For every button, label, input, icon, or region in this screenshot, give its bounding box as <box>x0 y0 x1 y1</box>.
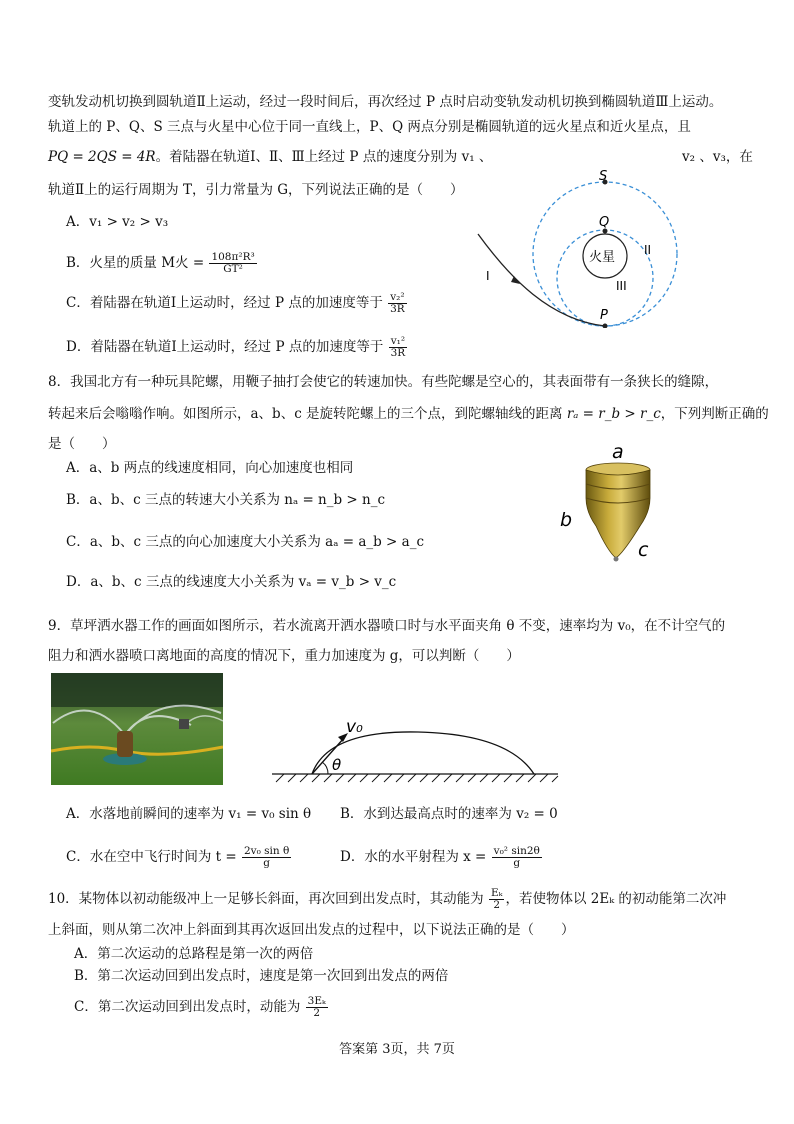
q7-line-2: 轨道上的 P、Q、S 三点与火星中心位于同一直线上，P、Q 两点分别是椭圆轨道的远火星点和近火星点，且 <box>48 119 691 135</box>
frac-den: g <box>263 857 270 869</box>
photo-trees <box>51 673 223 707</box>
sprinkler-photo <box>51 673 223 785</box>
frac-den: 3R <box>390 347 406 359</box>
q9-option-d-fraction <box>492 846 542 869</box>
q9-option-d-text: D．水的水平射程为 x = <box>340 849 487 865</box>
frac-num: v₀² sin2θ <box>493 845 540 857</box>
q7-line-4: 轨道Ⅱ上的运行周期为 T，引力常量为 G，下列说法正确的是（ ） <box>48 182 464 198</box>
q10-line-1-end: ，若使物体以 2Eₖ 的初动能第二次冲 <box>505 891 727 907</box>
label-b: b <box>560 509 573 531</box>
frac-den: 2 <box>313 1007 321 1019</box>
q10-line-1-text: 10．某物体以初动能级冲上一足够长斜面，再次回到出发点时，其动能为 <box>48 891 484 907</box>
q8-line-3: 是（ ） <box>48 436 116 452</box>
q7-line-3-end: v₂ 、v₃，在 <box>682 149 753 165</box>
label-a: a <box>612 441 624 463</box>
orbit-i-arrow <box>511 276 520 284</box>
q9-option-c-fraction <box>242 846 291 869</box>
frac-den: 2 <box>493 899 501 911</box>
sprinkler-head-2 <box>179 719 189 729</box>
q7-option-c-fraction <box>388 292 407 315</box>
q8-line-2-text: 转起来后会嗡嗡作响。如图所示，a、b、c 是旋转陀螺上的三个点，到陀螺轴线的距离 <box>48 406 563 422</box>
frac-den: g <box>513 857 521 869</box>
q7-option-a: A．v₁ > v₂ > v₃ <box>66 214 169 230</box>
q7-option-b-fraction <box>209 252 256 275</box>
sprinkler-body <box>117 731 133 757</box>
frac-den: GT² <box>223 263 243 275</box>
q10-line-1-fraction <box>489 888 505 911</box>
q8-option-a: A．a、b 两点的线速度相同，向心加速度也相同 <box>66 460 354 476</box>
spinning-top-figure <box>556 440 666 565</box>
projectile-diagram <box>268 712 563 788</box>
q7-option-b-text: B．火星的质量 M火 = <box>66 255 205 271</box>
q8-line-1: 8．我国北方有一种玩具陀螺，用鞭子抽打会使它的转速加快。有些陀螺是空心的，其表面带有一条狭长的缝隙， <box>48 374 719 390</box>
label-orbit-ii: II <box>644 243 652 257</box>
q9-option-b: B．水到达最高点时的速率为 v₂ = 0 <box>340 806 558 822</box>
orbit-i-path <box>478 234 605 326</box>
q7-option-d <box>66 336 408 359</box>
q10-option-c-fraction <box>306 996 328 1019</box>
q8-line-2-end: ，下列判断正确的 <box>660 406 769 422</box>
label-orbit-i: I <box>486 269 490 283</box>
label-theta: θ <box>332 756 342 774</box>
q8-line-2 <box>48 404 769 424</box>
q10-option-b: B．第二次运动回到出发点时，速度是第一次回到出发点的两倍 <box>74 968 449 984</box>
q10-option-c-text: C．第二次运动回到出发点时，动能为 <box>74 999 301 1015</box>
q7-line-3-text: 。着陆器在轨道Ⅰ、Ⅱ、Ⅲ上经过 P 点的速度分别为 v₁ 、 <box>155 149 493 165</box>
q9-option-c-text: C．水在空中飞行时间为 t = <box>66 849 237 865</box>
q7-line-1: 变轨发动机切换到圆轨道Ⅱ上运动，经过一段时间后，再次经过 P 点时启动变轨发动机切换到椭圆轨道Ⅲ上运动。 <box>48 94 723 110</box>
frac-num: Eₖ <box>490 887 503 899</box>
q7-line-3 <box>48 147 492 167</box>
angle-arc <box>322 762 328 774</box>
q7-option-d-fraction <box>389 336 408 359</box>
q7-option-c <box>66 292 408 315</box>
q10-option-a: A．第二次运动的总路程是第一次的两倍 <box>74 946 314 962</box>
frac-num: 3Eₖ <box>307 995 326 1007</box>
label-v0: v₀ <box>346 717 363 737</box>
q9-option-d <box>340 846 543 869</box>
frac-num: v₂² <box>390 291 405 303</box>
trajectory-arc <box>312 732 534 774</box>
frac-num: 2v₀ sin θ <box>243 845 290 857</box>
top-tip <box>614 557 619 562</box>
q7-formula-pq: PQ = 2QS = 4R <box>48 149 156 165</box>
label-q: Q <box>599 215 610 230</box>
frac-num: 108π²R³ <box>211 251 255 263</box>
q9-option-a: A．水落地前瞬间的速率为 v₁ = v₀ sin θ <box>66 806 312 822</box>
q8-option-b: B．a、b、c 三点的转速大小关系为 nₐ = n_b > n_c <box>66 492 386 508</box>
label-c: c <box>638 539 649 561</box>
q7-option-d-text: D．着陆器在轨道Ⅰ上运动时，经过 P 点的加速度等于 <box>66 339 384 355</box>
q8-option-d: D．a、b、c 三点的线速度大小关系为 vₐ = v_b > v_c <box>66 574 397 590</box>
label-mars: 火星 <box>589 250 616 265</box>
q7-option-c-text: C．着陆器在轨道Ⅰ上运动时，经过 P 点的加速度等于 <box>66 295 383 311</box>
q9-option-c <box>66 846 292 869</box>
q9-line-2: 阻力和洒水器喷口离地面的高度的情况下，重力加速度为 g，可以判断（ ） <box>48 648 520 664</box>
q9-line-1: 9．草坪洒水器工作的画面如图所示，若水流离开洒水器喷口时与水平面夹角 θ 不变，速率均为 v₀，在不计空气的 <box>48 618 726 634</box>
q10-line-2: 上斜面，则从第二次冲上斜面到其再次返回出发点的过程中，以下说法正确的是（ ） <box>48 922 575 938</box>
q8-formula-r: rₐ = r_b > r_c <box>566 406 661 422</box>
q8-option-c: C．a、b、c 三点的向心加速度大小关系为 aₐ = a_b > a_c <box>66 534 425 550</box>
q10-line-1 <box>48 888 726 911</box>
orbit-diagram <box>470 168 690 328</box>
label-p: P <box>600 308 608 323</box>
page-footer: 答案第 3页，共 7页 <box>339 1042 455 1057</box>
q10-option-c <box>74 996 329 1019</box>
ground-hatching <box>276 774 558 782</box>
label-s: S <box>599 169 608 184</box>
frac-den: 3R <box>390 303 405 315</box>
label-orbit-iii: III <box>616 279 627 293</box>
q7-option-b <box>66 252 258 275</box>
point-p-dot <box>603 324 608 329</box>
frac-num: v₁² <box>390 335 406 347</box>
